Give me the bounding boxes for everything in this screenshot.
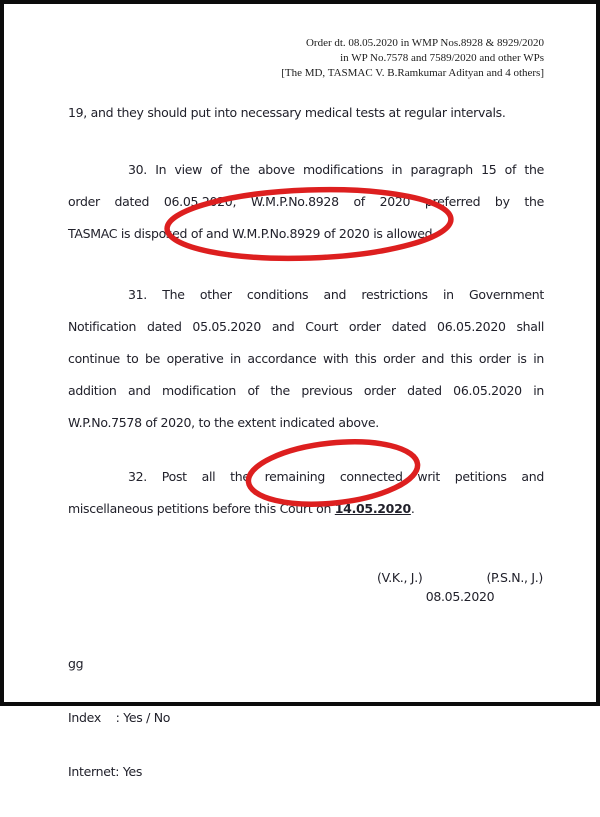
paragraph-32-line-2-text: miscellaneous petitions before this Court on [68,501,335,516]
order-header-line-2: in WP No.7578 and 7589/2020 and other WPs [340,52,544,64]
order-header-line-1: Order dt. 08.05.2020 in WMP Nos.8928 & 8929/2020 [305,37,544,49]
paragraph-31-line-3: continue to be operative in accordance with this order and this order is in [68,351,544,366]
paragraph-31-line-4: addition and modification of the previous order dated 06.05.2020 in [68,383,544,398]
order-header [68,36,544,81]
internet-line: Internet: Yes [68,764,143,779]
paragraph-32 [68,461,544,525]
paragraph-31 [68,279,544,439]
paragraph-32-line-2 [68,493,544,525]
paragraph-31-line-2: Notification dated 05.05.2020 and Court order dated 06.05.2020 shall [68,319,544,334]
index-line: Index : Yes / No [68,710,171,725]
paragraph-19-continuation [68,97,544,129]
paragraph-30 [68,154,544,250]
paragraph-30-line-2: order dated 06.05.2020, W.M.P.No.8928 of 2020 preferred by the [68,194,544,209]
hearing-date: 14.05.2020 [334,501,411,516]
judge-1-initials: (V.K., J.) [377,570,423,585]
order-header-line-3: [The MD, TASMAC V. B.Ramkumar Adityan and 4 others] [281,67,544,79]
steno-initials: gg [68,656,84,671]
judge-2-initials: (P.S.N., J.) [486,570,543,585]
paragraph-31-line-5: W.P.No.7578 of 2020, to the extent indicated above. [68,415,379,430]
order-date: 08.05.2020 [425,589,495,604]
signature-block [377,568,543,606]
paragraph-32-line-1: 32. Post all the remaining connected writ petitions and [128,469,544,484]
judges-initials-row [377,568,543,587]
paragraph-30-line-3: TASMAC is disposed of and W.M.P.No.8929 of 2020 is allowed. [68,226,436,241]
paragraph-31-line-1: 31. The other conditions and restrictions in Government [128,287,544,302]
paragraph-30-line-1: 30. In view of the above modifications in paragraph 15 of the [128,162,544,177]
paragraph-19-line: 19, and they should put into necessary medical tests at regular intervals. [68,105,506,120]
footer-block [68,619,170,817]
paragraph-32-line-2-period: . [410,501,415,516]
